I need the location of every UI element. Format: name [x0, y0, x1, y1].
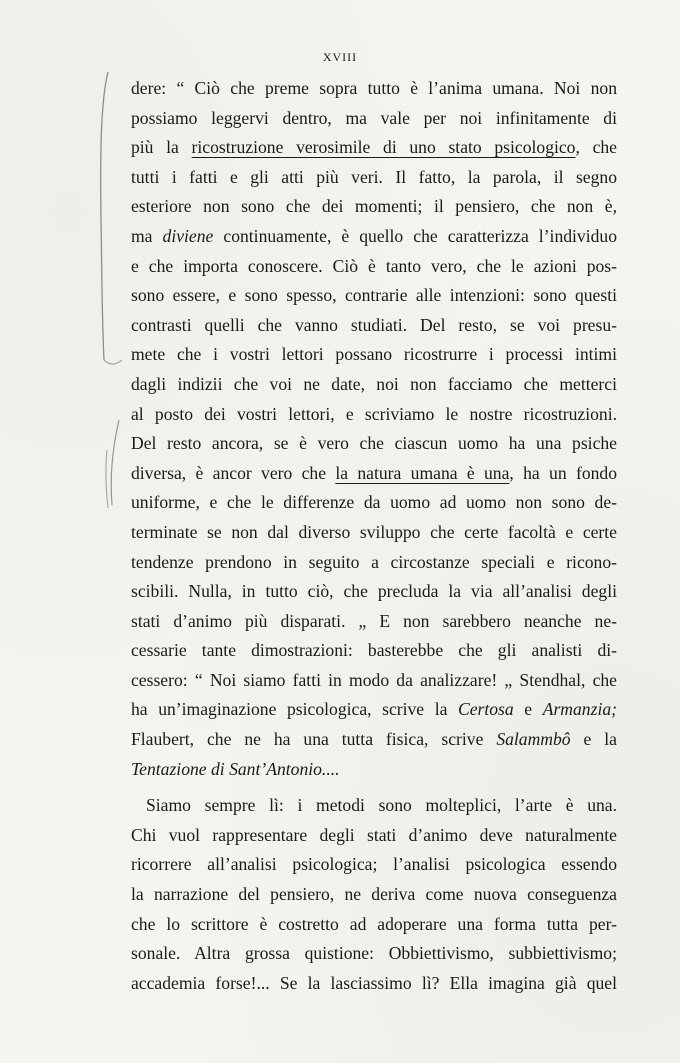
text-line: cessero: “ Noi siamo fatti in modo da analizzare! „ Stendhal, che	[131, 669, 617, 690]
text-line: uniforme, e che le differenze da uomo ad uomo non sono de-	[131, 492, 617, 513]
underlined-phrase: ricostruzione verosimile di uno stato psicologico	[191, 137, 576, 158]
italic-title: Salammbô	[496, 729, 571, 750]
text-line: Flaubert, che ne ha una tutta fisica, scrive Salammbô e la	[131, 729, 617, 750]
text-line: Tentazione di Sant’Antonio....	[131, 758, 340, 779]
margin-pencil-mark	[96, 60, 130, 530]
text-line: possiamo leggervi dentro, ma vale per noi infinitamente di	[131, 107, 617, 128]
italic-title: Armanzia;	[542, 699, 617, 720]
text-line: Siamo sempre lì: i metodi sono molteplici, l’arte è una.	[146, 795, 617, 816]
text-line: dere: “ Ciò che preme sopra tutto è l’anima umana. Noi non	[131, 78, 617, 98]
body-text	[131, 74, 617, 998]
text-line: più la ricostruzione verosimile di uno stato psicologico, che	[131, 137, 617, 158]
text-line: che lo scrittore è costretto ad adoperare una forma tutta per-	[131, 913, 617, 934]
text-line: la narrazione del pensiero, ne deriva come nuova conseguenza	[131, 884, 617, 905]
text-line: ha un’imaginazione psicologica, scrive la Certosa e Armanzia;	[131, 699, 617, 720]
text-line: cessarie tante dimostrazioni: basterebbe che gli analisti di-	[131, 640, 617, 661]
text-line: accademia forse!... Se la lasciassimo lì? Ella imagina già quel	[131, 972, 617, 993]
text-line: mete che i vostri lettori possano ricostrurre i processi intimi	[131, 344, 617, 365]
text-line: contrasti quelli che vanno studiati. Del resto, se voi presu-	[131, 314, 617, 335]
text-line: e che importa conoscere. Ciò è tanto vero, che le azioni pos-	[131, 255, 617, 276]
text-line: tendenze prendono in seguito a circostanze speciali e ricono-	[131, 551, 617, 572]
text-line: stati d’animo più disparati. „ E non sarebbero neanche ne-	[131, 610, 617, 631]
text-line: sono essere, e sono spesso, contrarie alle intenzioni: sono questi	[131, 285, 617, 306]
text-line: Chi vuol rappresentare degli stati d’animo deve naturalmente	[131, 824, 617, 845]
text-line: terminate se non dal diverso sviluppo che certe facoltà e certe	[131, 521, 617, 542]
text-line: al posto dei vostri lettori, e scriviamo le nostre ricostruzioni.	[131, 403, 617, 424]
underlined-phrase: la natura umana è una	[335, 462, 510, 483]
text-line: sonale. Altra grossa quistione: Obbiettivismo, subbiettivismo;	[131, 943, 617, 964]
text-line: dagli indizii che voi ne date, noi non facciamo che metterci	[131, 373, 617, 394]
text-line: ma diviene continuamente, è quello che caratterizza l’individuo	[131, 225, 617, 246]
text-line: ricorrere all’analisi psicologica; l’analisi psicologica essendo	[131, 854, 617, 875]
text-line: tutti i fatti e gli atti più veri. Il fatto, la parola, il segno	[131, 166, 617, 187]
italic-word: diviene	[162, 225, 214, 246]
italic-title: Certosa	[457, 699, 514, 720]
paragraph-break	[131, 784, 617, 791]
text-line: Del resto ancora, se è vero che ciascun uomo ha una psiche	[131, 433, 617, 454]
text-line: scibili. Nulla, in tutto ciò, che precluda la via all’analisi degli	[131, 581, 617, 602]
text-line: esteriore non sono che dei momenti; il pensiero, che non è,	[131, 196, 617, 217]
page-number: XVIII	[322, 50, 358, 64]
text-line: diversa, è ancor vero che la natura umana è una, ha un fondo	[131, 462, 618, 483]
